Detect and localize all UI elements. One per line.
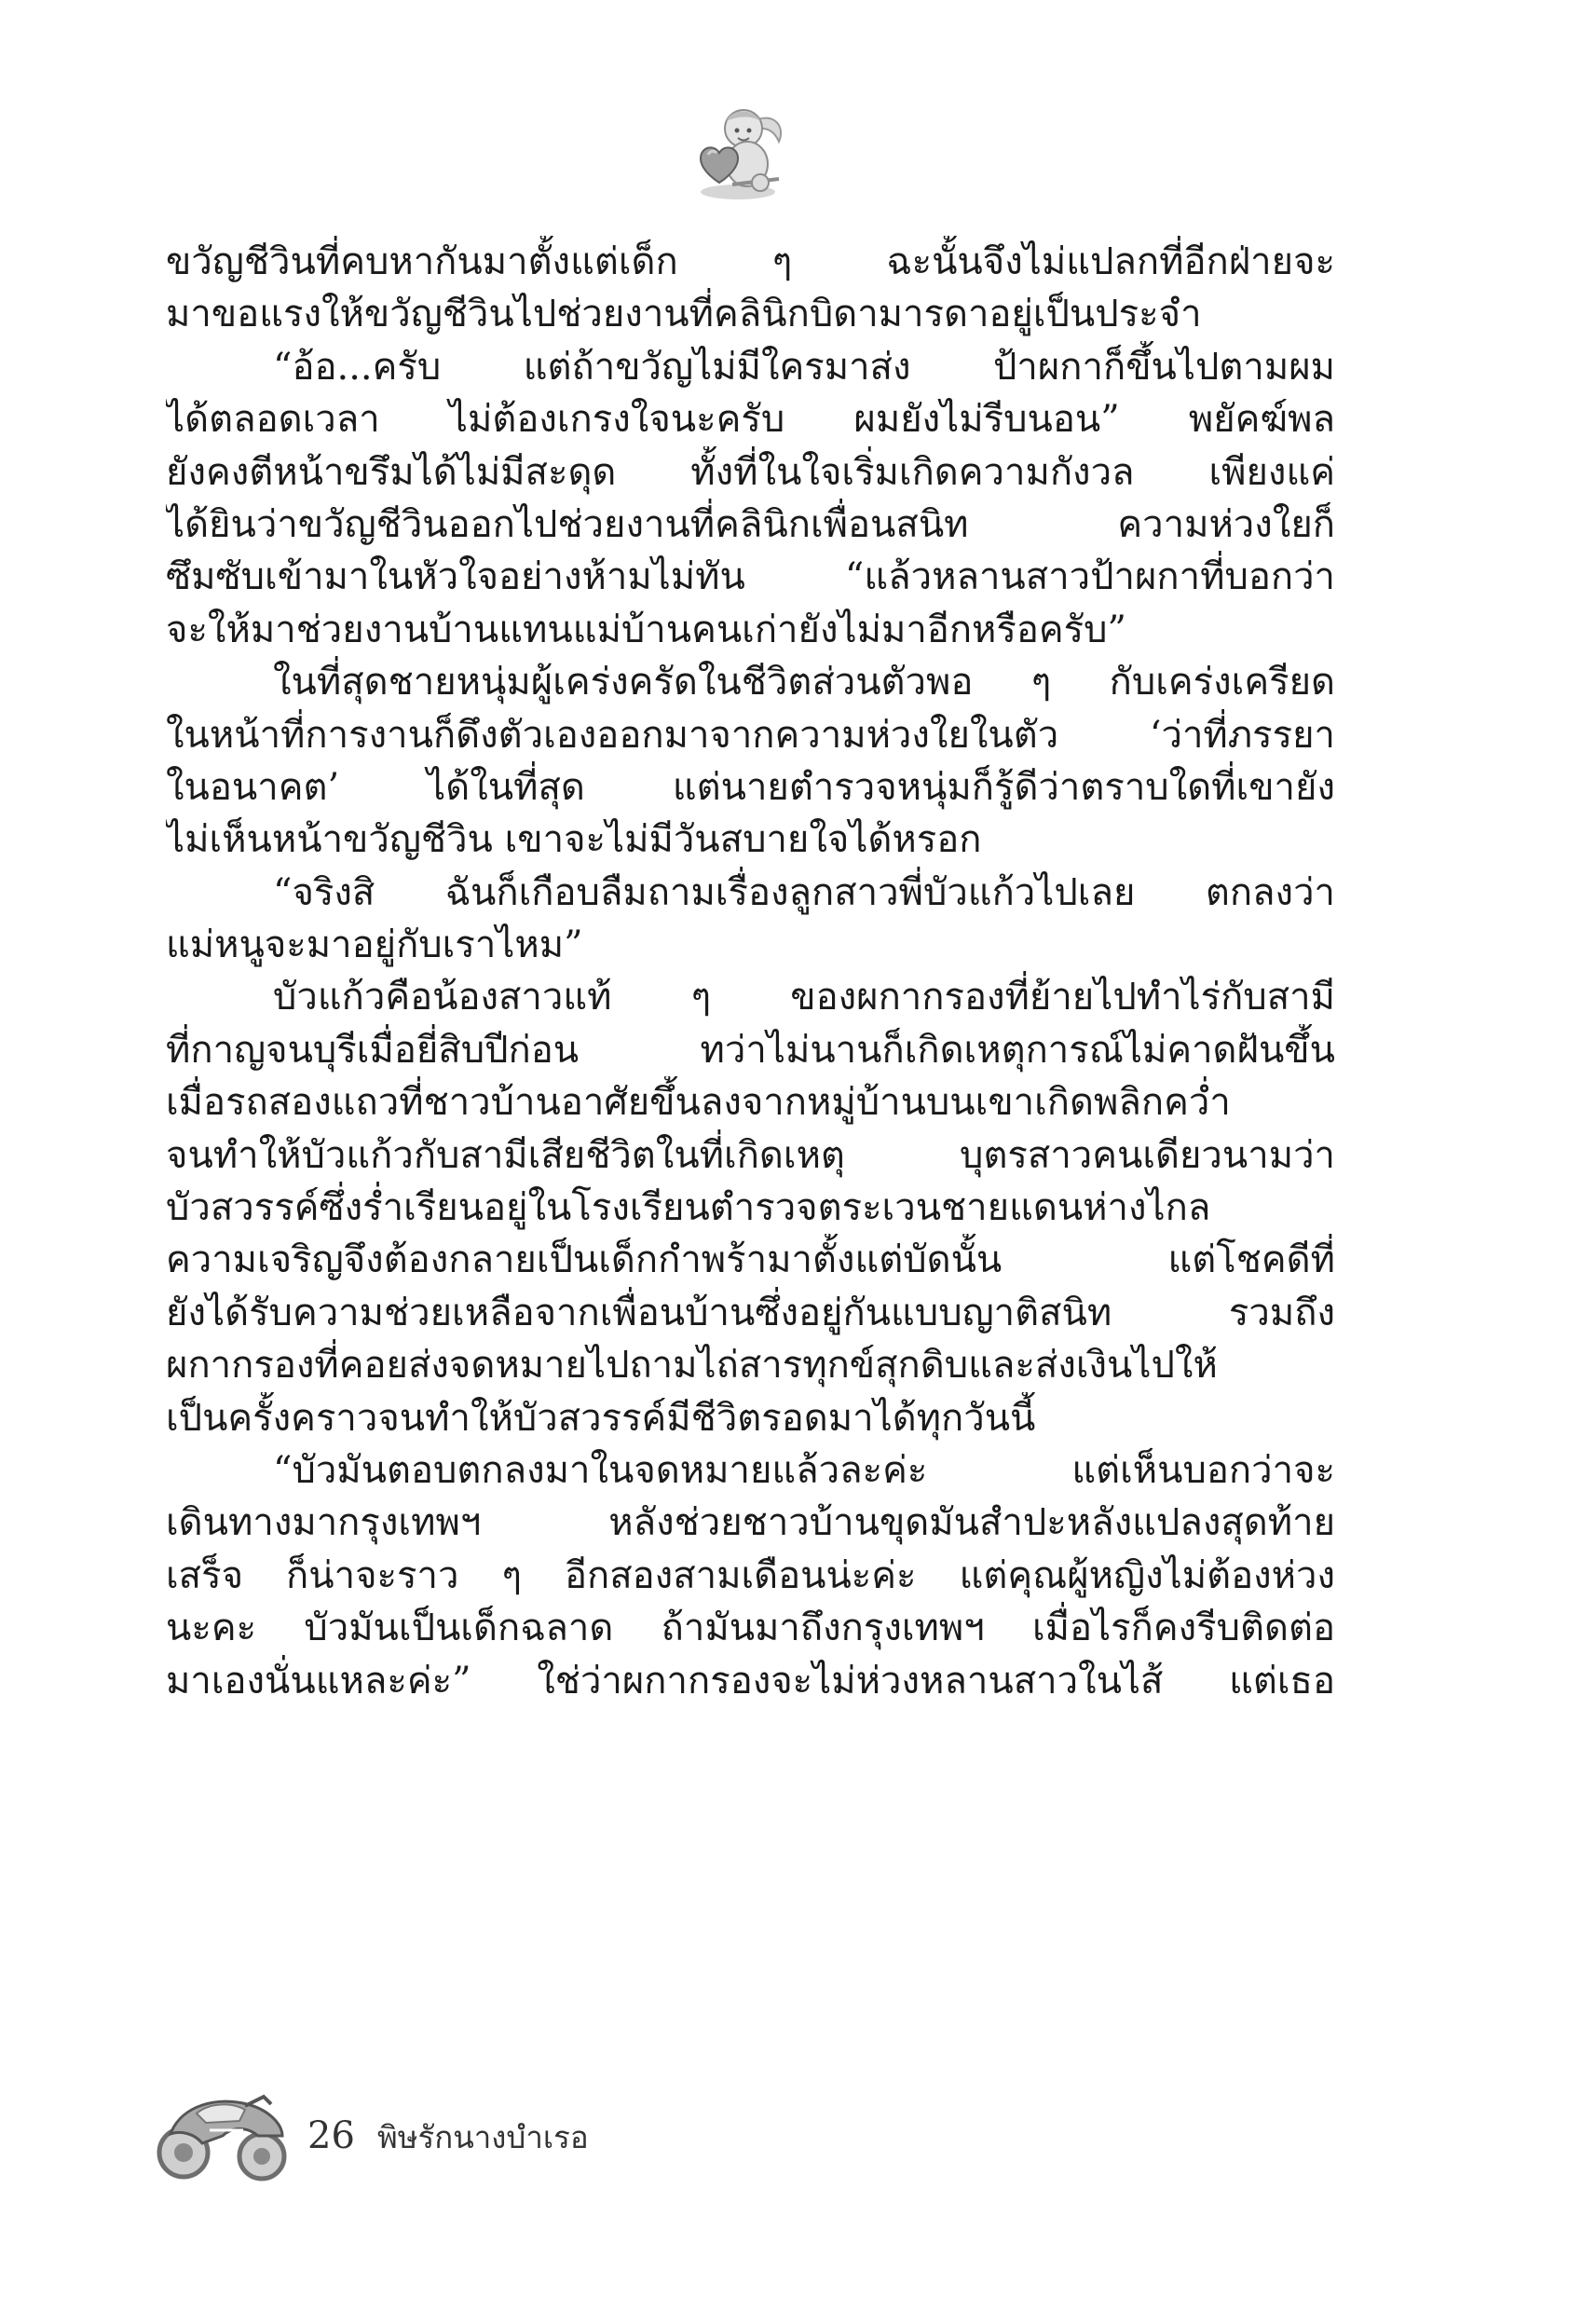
text-line: ในหน้าที่การงานก็ดึงตัวเองออกมาจากความห่วงใยในตัว ‘ว่าที่ภรรยา bbox=[166, 713, 1335, 757]
text-line: “อ้อ...ครับ แต่ถ้าขวัญไม่มีใครมาส่ง ป้าผกาก็ขึ้นไปตามผม bbox=[273, 345, 1335, 389]
text-line: เดินทางมากรุงเทพฯ หลังช่วยชาวบ้านขุดมันสำปะหลังแปลงสุดท้าย bbox=[166, 1501, 1335, 1545]
text-line: ในที่สุดชายหนุ่มผู้เคร่งครัดในชีวิตส่วนตัวพอ ๆ กับเคร่งเครียด bbox=[273, 661, 1335, 704]
text-line: ได้ยินว่าขวัญชีวินออกไปช่วยงานที่คลินิกเพื่อนสนิท ความห่วงใยก็ bbox=[166, 502, 1335, 546]
text-line: ไม่เห็นหน้าขวัญชีวิน เขาจะไม่มีวันสบายใจได้หรอก bbox=[166, 818, 982, 862]
text-line: ยังคงตีหน้าขรึมได้ไม่มีสะดุด ทั้งที่ในใจเริ่มเกิดความกังวล เพียงแค่ bbox=[166, 450, 1335, 494]
cupid-heart-icon bbox=[686, 101, 790, 205]
book-title: พิษรักนางบำเรอ bbox=[377, 2119, 589, 2155]
motorcycle-icon bbox=[154, 2076, 293, 2188]
body-text bbox=[166, 236, 1335, 1707]
text-line: จนทำให้บัวแก้วกับสามีเสียชีวิตในที่เกิดเหตุ บุตรสาวคนเดียวนามว่า bbox=[166, 1133, 1335, 1177]
page-number: 26 bbox=[307, 2114, 355, 2157]
text-line: บัวสวรรค์ซึ่งร่ำเรียนอยู่ในโรงเรียนตำรวจตระเวนชายแดนห่างไกล bbox=[166, 1186, 1211, 1230]
text-line: เมื่อรถสองแถวที่ชาวบ้านอาศัยขึ้นลงจากหมู่บ้านบนเขาเกิดพลิกคว่ำ bbox=[166, 1081, 1231, 1125]
text-line: ยังได้รับความช่วยเหลือจากเพื่อนบ้านซึ่งอยู่กันแบบญาติสนิท รวมถึง bbox=[166, 1291, 1335, 1334]
text-line: ผกากรองที่คอยส่งจดหมายไปถามไถ่สารทุกข์สุกดิบและส่งเงินไปให้ bbox=[166, 1344, 1218, 1388]
text-line: ขวัญชีวินที่คบหากันมาตั้งแต่เด็ก ๆ ฉะนั้นจึงไม่แปลกที่อีกฝ่ายจะ bbox=[166, 240, 1335, 283]
text-line: เสร็จ ก็น่าจะราว ๆ อีกสองสามเดือนน่ะค่ะ แต่คุณผู้หญิงไม่ต้องห่วง bbox=[166, 1553, 1335, 1597]
text-line: มาเองนั่นแหละค่ะ” ใช่ว่าผกากรองจะไม่ห่วงหลานสาวในไส้ แต่เธอ bbox=[166, 1659, 1335, 1702]
text-line: ความเจริญจึงต้องกลายเป็นเด็กกำพร้ามาตั้งแต่บัดนั้น แต่โชคดีที่ bbox=[166, 1238, 1335, 1282]
text-line: ในอนาคต’ ได้ในที่สุด แต่นายตำรวจหนุ่มก็รู้ดีว่าตราบใดที่เขายัง bbox=[166, 765, 1335, 809]
text-line: จะให้มาช่วยงานบ้านแทนแม่บ้านคนเก่ายังไม่มาอีกหรือครับ” bbox=[166, 608, 1126, 651]
text-line: มาขอแรงให้ขวัญชีวินไปช่วยงานที่คลินิกบิดามารดาอยู่เป็นประจำ bbox=[166, 293, 1202, 336]
text-line: ซึมซับเข้ามาในหัวใจอย่างห้ามไม่ทัน “แล้วหลานสาวป้าผกาที่บอกว่า bbox=[166, 555, 1335, 599]
text-line: แม่หนูจะมาอยู่กับเราไหม” bbox=[166, 923, 583, 967]
text-line: เป็นครั้งคราวจนทำให้บัวสวรรค์มีชีวิตรอดมาได้ทุกวันนี้ bbox=[166, 1396, 1036, 1440]
text-line: “จริงสิ ฉันก็เกือบลืมถามเรื่องลูกสาวพี่บัวแก้วไปเลย ตกลงว่า bbox=[273, 870, 1335, 914]
text-line: บัวแก้วคือน้องสาวแท้ ๆ ของผกากรองที่ย้ายไปทำไร่กับสามี bbox=[273, 976, 1335, 1019]
text-line: ที่กาญจนบุรีเมื่อยี่สิบปีก่อน ทว่าไม่นานก็เกิดเหตุการณ์ไม่คาดฝันขึ้น bbox=[166, 1028, 1335, 1072]
page-footer bbox=[154, 2076, 713, 2188]
text-line: ได้ตลอดเวลา ไม่ต้องเกรงใจนะครับ ผมยังไม่รีบนอน” พยัคฆ์พล bbox=[166, 398, 1335, 442]
text-line: นะคะ บัวมันเป็นเด็กฉลาด ถ้ามันมาถึงกรุงเทพฯ เมื่อไรก็คงรีบติดต่อ bbox=[166, 1607, 1335, 1650]
text-line: “บัวมันตอบตกลงมาในจดหมายแล้วละค่ะ แต่เห็นบอกว่าจะ bbox=[273, 1448, 1335, 1492]
